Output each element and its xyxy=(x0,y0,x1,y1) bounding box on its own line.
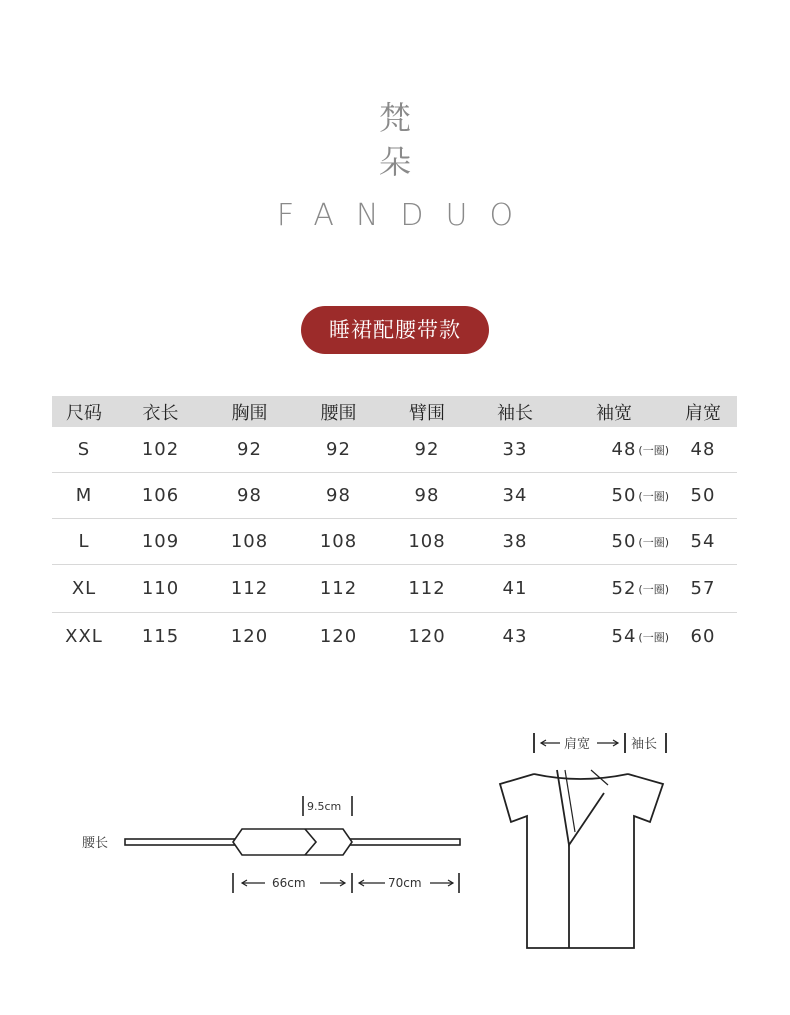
cell-bust: 120 xyxy=(230,626,269,648)
cell-shoulder: 54 xyxy=(669,519,737,565)
brand-chinese-line-2: 朵 xyxy=(378,143,411,181)
garment-neckline xyxy=(534,774,628,779)
sleeve-width-note: (一圈) xyxy=(638,490,669,503)
cell-waist: 98 xyxy=(294,473,383,519)
brand-english-logo: FANDUO xyxy=(276,198,536,233)
sleeve-width-value: 50 xyxy=(611,485,637,506)
garment-collar-outer xyxy=(557,770,604,845)
sleeve-width-note: (一圈) xyxy=(638,536,669,549)
header-sleeve-length: 袖长 xyxy=(471,396,559,427)
cell-sleeve-length: 43 xyxy=(502,626,528,648)
cell-bust: 98 xyxy=(205,473,294,519)
cell-length: 109 xyxy=(116,519,205,565)
sleeve-width-note: (一圈) xyxy=(638,444,669,457)
cell-shoulder: 50 xyxy=(669,473,737,519)
cell-size: M xyxy=(52,473,116,519)
sleeve-width-value: 50 xyxy=(611,531,637,552)
cell-sleeve-length: 34 xyxy=(471,473,559,519)
belt-sash xyxy=(233,829,352,855)
header-sleeve-width: 袖宽 xyxy=(559,396,669,427)
cell-arm: 108 xyxy=(383,519,471,565)
cell-length: 110 xyxy=(116,565,205,613)
sleeve-width-note: (一圈) xyxy=(638,631,669,645)
style-title-badge: 睡裙配腰带款 xyxy=(301,306,489,354)
header-length: 衣长 xyxy=(116,396,205,427)
cell-size: L xyxy=(52,519,116,565)
cell-arm: 112 xyxy=(383,565,471,613)
header-arm: 臂围 xyxy=(383,396,471,427)
shoulder-width-label: 肩宽 xyxy=(564,737,591,752)
cell-bust: 92 xyxy=(205,427,294,473)
cell-length: 106 xyxy=(116,473,205,519)
garment-diagram xyxy=(500,733,666,948)
cell-waist: 92 xyxy=(294,427,383,473)
cell-arm: 120 xyxy=(408,626,446,648)
header-size: 尺码 xyxy=(52,396,116,427)
sleeve-width-note: (一圈) xyxy=(638,583,669,596)
belt-left-length: 66cm xyxy=(272,876,306,890)
cell-size: XXL xyxy=(65,626,103,648)
header-shoulder: 肩宽 xyxy=(669,396,737,427)
belt-right-length: 70cm xyxy=(388,876,422,890)
belt-diagram xyxy=(82,796,460,893)
cell-shoulder: 48 xyxy=(669,427,737,473)
cell-length: 102 xyxy=(116,427,205,473)
cell-waist: 108 xyxy=(294,519,383,565)
cell-length: 115 xyxy=(141,626,180,648)
cell-arm: 92 xyxy=(383,427,471,473)
cell-sleeve-length: 41 xyxy=(471,565,559,613)
cell-size: XL xyxy=(52,565,116,613)
header-bust: 胸围 xyxy=(205,396,294,427)
sleeve-length-label: 袖长 xyxy=(631,737,658,752)
cell-sleeve-length: 38 xyxy=(471,519,559,565)
sleeve-width-value: 48 xyxy=(611,439,637,460)
header-waist: 腰围 xyxy=(294,396,383,427)
cell-shoulder: 57 xyxy=(669,565,737,613)
belt-width-label: 9.5cm xyxy=(307,800,342,813)
cell-sleeve-length: 33 xyxy=(471,427,559,473)
cell-bust: 108 xyxy=(205,519,294,565)
brand-chinese-line-1: 梵 xyxy=(378,99,411,137)
cell-waist: 112 xyxy=(294,565,383,613)
cell-bust: 112 xyxy=(205,565,294,613)
cell-shoulder: 60 xyxy=(690,626,716,648)
sleeve-width-value: 52 xyxy=(611,578,637,599)
cell-arm: 98 xyxy=(383,473,471,519)
garment-outline xyxy=(500,774,663,948)
sleeve-width-value: 54 xyxy=(611,626,637,648)
cell-size: S xyxy=(52,427,116,473)
belt-length-label: 腰长 xyxy=(82,836,109,851)
cell-waist: 120 xyxy=(319,626,358,648)
